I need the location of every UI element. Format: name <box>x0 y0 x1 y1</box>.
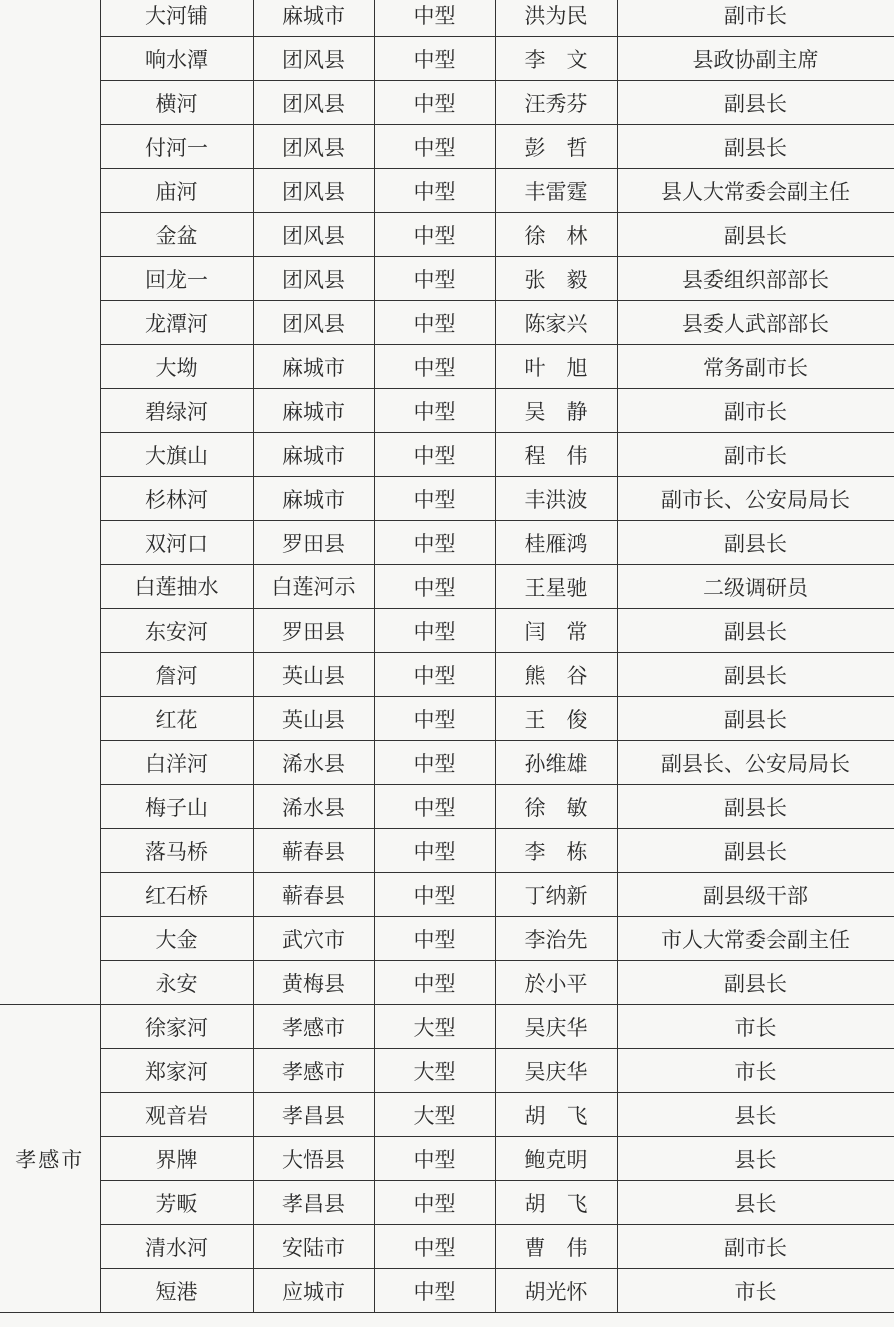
county-cell: 罗田县 <box>253 521 374 565</box>
position-cell: 市长 <box>617 1005 894 1049</box>
table-row <box>0 81 894 125</box>
reservoir-name-cell: 横河 <box>100 81 253 125</box>
reservoir-name-cell: 红花 <box>100 697 253 741</box>
position-cell: 县长 <box>617 1093 894 1137</box>
scale-cell: 中型 <box>374 301 495 345</box>
county-cell: 团风县 <box>253 37 374 81</box>
responsible-person-cell: 叶 旭 <box>495 345 617 389</box>
scale-cell: 中型 <box>374 0 495 37</box>
position-cell: 副县长 <box>617 961 894 1005</box>
county-cell: 团风县 <box>253 301 374 345</box>
reservoir-name-cell: 龙潭河 <box>100 301 253 345</box>
position-cell: 二级调研员 <box>617 565 894 609</box>
responsible-person-cell: 汪秀芬 <box>495 81 617 125</box>
scale-cell: 中型 <box>374 829 495 873</box>
position-cell: 县委人武部部长 <box>617 301 894 345</box>
county-cell: 孝感市 <box>253 1049 374 1093</box>
reservoir-name-cell: 回龙一 <box>100 257 253 301</box>
reservoir-name-cell: 双河口 <box>100 521 253 565</box>
county-cell: 孝昌县 <box>253 1093 374 1137</box>
scale-cell: 中型 <box>374 1137 495 1181</box>
scale-cell: 中型 <box>374 741 495 785</box>
position-cell: 副县长 <box>617 785 894 829</box>
county-cell: 团风县 <box>253 213 374 257</box>
responsible-person-cell: 洪为民 <box>495 0 617 37</box>
position-cell: 常务副市长 <box>617 345 894 389</box>
scale-cell: 中型 <box>374 213 495 257</box>
scale-cell: 中型 <box>374 125 495 169</box>
table-row <box>0 389 894 433</box>
scale-cell: 中型 <box>374 1225 495 1269</box>
county-cell: 应城市 <box>253 1269 374 1313</box>
table-row <box>0 565 894 609</box>
position-cell: 副县长 <box>617 213 894 257</box>
county-cell: 团风县 <box>253 169 374 213</box>
responsible-person-cell: 胡光怀 <box>495 1269 617 1313</box>
position-cell: 副市长 <box>617 389 894 433</box>
county-cell: 蕲春县 <box>253 829 374 873</box>
responsible-person-cell: 李 栋 <box>495 829 617 873</box>
scale-cell: 中型 <box>374 1269 495 1313</box>
reservoir-name-cell: 碧绿河 <box>100 389 253 433</box>
position-cell: 县人大常委会副主任 <box>617 169 894 213</box>
table-row <box>0 477 894 521</box>
county-cell: 麻城市 <box>253 389 374 433</box>
table-row <box>0 433 894 477</box>
responsible-person-cell: 李治先 <box>495 917 617 961</box>
position-cell: 副市长 <box>617 0 894 37</box>
responsible-person-cell: 孙维雄 <box>495 741 617 785</box>
position-cell: 副县长 <box>617 609 894 653</box>
scale-cell: 中型 <box>374 961 495 1005</box>
county-cell: 麻城市 <box>253 477 374 521</box>
position-cell: 县委组织部部长 <box>617 257 894 301</box>
table-row <box>0 1049 894 1093</box>
county-cell: 麻城市 <box>253 0 374 37</box>
responsible-person-cell: 熊 谷 <box>495 653 617 697</box>
reservoir-name-cell: 徐家河 <box>100 1005 253 1049</box>
county-cell: 蕲春县 <box>253 873 374 917</box>
responsible-person-cell: 丰洪波 <box>495 477 617 521</box>
position-cell: 县政协副主席 <box>617 37 894 81</box>
responsible-person-cell: 徐 敏 <box>495 785 617 829</box>
reservoir-name-cell: 永安 <box>100 961 253 1005</box>
reservoir-name-cell: 大金 <box>100 917 253 961</box>
position-cell: 副市长 <box>617 1225 894 1269</box>
county-cell: 浠水县 <box>253 741 374 785</box>
responsible-person-cell: 陈家兴 <box>495 301 617 345</box>
position-cell: 副县长、公安局局长 <box>617 741 894 785</box>
responsible-person-cell: 胡 飞 <box>495 1181 617 1225</box>
responsible-person-cell: 徐 林 <box>495 213 617 257</box>
table-row <box>0 213 894 257</box>
responsible-person-cell: 张 毅 <box>495 257 617 301</box>
county-cell: 麻城市 <box>253 433 374 477</box>
responsible-person-cell: 吴庆华 <box>495 1049 617 1093</box>
county-cell: 黄梅县 <box>253 961 374 1005</box>
table-row <box>0 697 894 741</box>
table-row <box>0 1181 894 1225</box>
position-cell: 副县长 <box>617 125 894 169</box>
reservoir-name-cell: 郑家河 <box>100 1049 253 1093</box>
reservoir-name-cell: 观音岩 <box>100 1093 253 1137</box>
position-cell: 市长 <box>617 1269 894 1313</box>
responsible-person-cell: 胡 飞 <box>495 1093 617 1137</box>
scale-cell: 中型 <box>374 81 495 125</box>
responsible-person-cell: 桂雁鸿 <box>495 521 617 565</box>
county-cell: 英山县 <box>253 653 374 697</box>
responsible-person-cell: 丰雷霆 <box>495 169 617 213</box>
reservoir-name-cell: 东安河 <box>100 609 253 653</box>
county-cell: 罗田县 <box>253 609 374 653</box>
reservoir-name-cell: 大旗山 <box>100 433 253 477</box>
position-cell: 副县长 <box>617 81 894 125</box>
scale-cell: 中型 <box>374 917 495 961</box>
county-cell: 孝感市 <box>253 1005 374 1049</box>
table-row <box>0 829 894 873</box>
position-cell: 县长 <box>617 1137 894 1181</box>
reservoir-name-cell: 芳畈 <box>100 1181 253 1225</box>
responsible-person-cell: 李 文 <box>495 37 617 81</box>
county-cell: 团风县 <box>253 81 374 125</box>
table-row <box>0 653 894 697</box>
reservoir-name-cell: 清水河 <box>100 1225 253 1269</box>
scale-cell: 大型 <box>374 1093 495 1137</box>
responsible-person-cell: 王星驰 <box>495 565 617 609</box>
table-row <box>0 741 894 785</box>
region-cell <box>0 0 100 1005</box>
county-cell: 团风县 <box>253 257 374 301</box>
table-row <box>0 917 894 961</box>
responsible-person-cell: 曹 伟 <box>495 1225 617 1269</box>
reservoir-name-cell: 白洋河 <box>100 741 253 785</box>
position-cell: 副县长 <box>617 653 894 697</box>
position-cell: 副市长 <box>617 433 894 477</box>
position-cell: 副县长 <box>617 697 894 741</box>
table-row <box>0 37 894 81</box>
scale-cell: 中型 <box>374 433 495 477</box>
table-row <box>0 785 894 829</box>
scale-cell: 中型 <box>374 565 495 609</box>
table-row <box>0 301 894 345</box>
reservoir-name-cell: 大河铺 <box>100 0 253 37</box>
reservoir-name-cell: 响水潭 <box>100 37 253 81</box>
county-cell: 浠水县 <box>253 785 374 829</box>
county-cell: 大悟县 <box>253 1137 374 1181</box>
reservoir-name-cell: 红石桥 <box>100 873 253 917</box>
scale-cell: 中型 <box>374 257 495 301</box>
scale-cell: 中型 <box>374 169 495 213</box>
responsible-person-cell: 吴庆华 <box>495 1005 617 1049</box>
county-cell: 团风县 <box>253 125 374 169</box>
scale-cell: 中型 <box>374 785 495 829</box>
scale-cell: 中型 <box>374 389 495 433</box>
position-cell: 县长 <box>617 1181 894 1225</box>
scale-cell: 中型 <box>374 609 495 653</box>
table-row <box>0 1269 894 1313</box>
region-cell: 孝感市 <box>0 1005 100 1313</box>
reservoir-name-cell: 庙河 <box>100 169 253 213</box>
table-row <box>0 1225 894 1269</box>
county-cell: 麻城市 <box>253 345 374 389</box>
responsible-person-cell: 丁纳新 <box>495 873 617 917</box>
scale-cell: 中型 <box>374 873 495 917</box>
position-cell: 市人大常委会副主任 <box>617 917 894 961</box>
county-cell: 武穴市 <box>253 917 374 961</box>
scale-cell: 中型 <box>374 521 495 565</box>
table-row <box>0 521 894 565</box>
table-row <box>0 169 894 213</box>
position-cell: 市长 <box>617 1049 894 1093</box>
reservoir-name-cell: 短港 <box>100 1269 253 1313</box>
scale-cell: 中型 <box>374 477 495 521</box>
table-row <box>0 257 894 301</box>
table-row <box>0 961 894 1005</box>
table-row <box>0 345 894 389</box>
responsible-person-cell: 彭 哲 <box>495 125 617 169</box>
responsible-person-cell: 闫 常 <box>495 609 617 653</box>
reservoir-name-cell: 梅子山 <box>100 785 253 829</box>
scale-cell: 大型 <box>374 1005 495 1049</box>
reservoir-name-cell: 金盆 <box>100 213 253 257</box>
reservoir-name-cell: 大坳 <box>100 345 253 389</box>
table-row <box>0 125 894 169</box>
scale-cell: 中型 <box>374 653 495 697</box>
scale-cell: 中型 <box>374 1181 495 1225</box>
reservoir-name-cell: 界牌 <box>100 1137 253 1181</box>
table-row <box>0 0 894 37</box>
reservoir-name-cell: 付河一 <box>100 125 253 169</box>
county-cell: 孝昌县 <box>253 1181 374 1225</box>
scale-cell: 中型 <box>374 37 495 81</box>
responsible-person-cell: 於小平 <box>495 961 617 1005</box>
scale-cell: 中型 <box>374 345 495 389</box>
reservoir-name-cell: 詹河 <box>100 653 253 697</box>
reservoir-name-cell: 落马桥 <box>100 829 253 873</box>
responsible-person-cell: 吴 静 <box>495 389 617 433</box>
table-row <box>0 873 894 917</box>
table-row <box>0 1005 894 1049</box>
reservoir-name-cell: 白莲抽水 <box>100 565 253 609</box>
table-row <box>0 1093 894 1137</box>
position-cell: 副县长 <box>617 521 894 565</box>
table-row <box>0 1137 894 1181</box>
reservoir-name-cell: 杉林河 <box>100 477 253 521</box>
position-cell: 副县级干部 <box>617 873 894 917</box>
scale-cell: 中型 <box>374 697 495 741</box>
scale-cell: 大型 <box>374 1049 495 1093</box>
county-cell: 英山县 <box>253 697 374 741</box>
county-cell: 安陆市 <box>253 1225 374 1269</box>
position-cell: 副县长 <box>617 829 894 873</box>
table-row <box>0 609 894 653</box>
county-cell: 白莲河示 <box>253 565 374 609</box>
position-cell: 副市长、公安局局长 <box>617 477 894 521</box>
responsible-person-cell: 王 俊 <box>495 697 617 741</box>
responsible-person-cell: 鲍克明 <box>495 1137 617 1181</box>
responsible-person-cell: 程 伟 <box>495 433 617 477</box>
